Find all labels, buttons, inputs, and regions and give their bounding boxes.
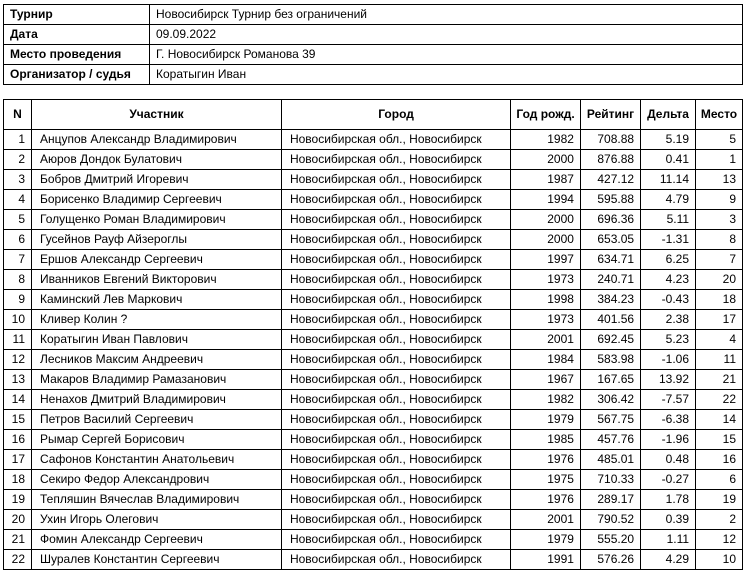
cell-rating: 696.36 xyxy=(580,210,640,230)
header-delta: Дельта xyxy=(641,100,696,130)
cell-delta: 11.14 xyxy=(641,170,696,190)
table-row xyxy=(4,250,743,270)
info-label: Место проведения xyxy=(4,45,150,65)
cell-birth-year: 1967 xyxy=(511,370,581,390)
cell-birth-year: 1976 xyxy=(511,490,581,510)
cell-delta: 4.29 xyxy=(641,550,696,570)
cell-place: 20 xyxy=(696,270,743,290)
cell-rating: 167.65 xyxy=(580,370,640,390)
header-n: N xyxy=(4,100,32,130)
cell-city: Новосибирская обл., Новосибирск xyxy=(281,350,510,370)
header-city: Город xyxy=(281,100,510,130)
table-row xyxy=(4,390,743,410)
info-value: 09.09.2022 xyxy=(150,25,743,45)
cell-rating: 485.01 xyxy=(580,450,640,470)
info-label: Организатор / судья xyxy=(4,65,150,85)
info-value: Г. Новосибирск Романова 39 xyxy=(150,45,743,65)
cell-place: 10 xyxy=(696,550,743,570)
cell-birth-year: 1973 xyxy=(511,310,581,330)
results-table xyxy=(3,99,743,570)
table-row xyxy=(4,210,743,230)
info-row xyxy=(4,65,743,85)
table-row xyxy=(4,410,743,430)
cell-participant: Голущенко Роман Владимирович xyxy=(32,210,282,230)
cell-n: 17 xyxy=(4,450,32,470)
cell-delta: 6.25 xyxy=(641,250,696,270)
cell-delta: -1.96 xyxy=(641,430,696,450)
cell-n: 10 xyxy=(4,310,32,330)
cell-delta: -1.31 xyxy=(641,230,696,250)
table-row xyxy=(4,510,743,530)
cell-participant: Кливер Колин ? xyxy=(32,310,282,330)
info-row xyxy=(4,45,743,65)
cell-city: Новосибирская обл., Новосибирск xyxy=(281,150,510,170)
cell-n: 3 xyxy=(4,170,32,190)
cell-birth-year: 1997 xyxy=(511,250,581,270)
cell-participant: Шуралев Константин Сергеевич xyxy=(32,550,282,570)
cell-delta: 1.11 xyxy=(641,530,696,550)
cell-city: Новосибирская обл., Новосибирск xyxy=(281,430,510,450)
cell-n: 14 xyxy=(4,390,32,410)
cell-place: 12 xyxy=(696,530,743,550)
table-row xyxy=(4,170,743,190)
table-row xyxy=(4,290,743,310)
header-place: Место xyxy=(696,100,743,130)
cell-delta: 13.92 xyxy=(641,370,696,390)
table-row xyxy=(4,230,743,250)
cell-place: 3 xyxy=(696,210,743,230)
cell-place: 7 xyxy=(696,250,743,270)
cell-n: 22 xyxy=(4,550,32,570)
table-row xyxy=(4,310,743,330)
cell-rating: 876.88 xyxy=(580,150,640,170)
cell-place: 19 xyxy=(696,490,743,510)
cell-participant: Ершов Александр Сергеевич xyxy=(32,250,282,270)
cell-n: 8 xyxy=(4,270,32,290)
cell-place: 16 xyxy=(696,450,743,470)
cell-delta: -1.06 xyxy=(641,350,696,370)
cell-delta: 0.48 xyxy=(641,450,696,470)
cell-birth-year: 2001 xyxy=(511,330,581,350)
cell-delta: -0.27 xyxy=(641,470,696,490)
cell-birth-year: 1994 xyxy=(511,190,581,210)
cell-birth-year: 1991 xyxy=(511,550,581,570)
cell-place: 17 xyxy=(696,310,743,330)
cell-birth-year: 1998 xyxy=(511,290,581,310)
cell-city: Новосибирская обл., Новосибирск xyxy=(281,130,510,150)
cell-city: Новосибирская обл., Новосибирск xyxy=(281,510,510,530)
cell-place: 21 xyxy=(696,370,743,390)
cell-delta: 1.78 xyxy=(641,490,696,510)
table-row xyxy=(4,270,743,290)
info-value: Новосибирск Турнир без ограничений xyxy=(150,5,743,25)
cell-rating: 595.88 xyxy=(580,190,640,210)
table-row xyxy=(4,150,743,170)
info-label: Турнир xyxy=(4,5,150,25)
cell-n: 20 xyxy=(4,510,32,530)
cell-rating: 457.76 xyxy=(580,430,640,450)
info-row xyxy=(4,5,743,25)
cell-rating: 567.75 xyxy=(580,410,640,430)
cell-n: 16 xyxy=(4,430,32,450)
cell-delta: 5.23 xyxy=(641,330,696,350)
cell-city: Новосибирская обл., Новосибирск xyxy=(281,230,510,250)
cell-participant: Фомин Александр Сергеевич xyxy=(32,530,282,550)
cell-delta: -6.38 xyxy=(641,410,696,430)
cell-city: Новосибирская обл., Новосибирск xyxy=(281,190,510,210)
cell-participant: Рымар Сергей Борисович xyxy=(32,430,282,450)
cell-rating: 289.17 xyxy=(580,490,640,510)
cell-place: 14 xyxy=(696,410,743,430)
cell-n: 15 xyxy=(4,410,32,430)
cell-city: Новосибирская обл., Новосибирск xyxy=(281,410,510,430)
cell-rating: 710.33 xyxy=(580,470,640,490)
results-body xyxy=(4,130,743,570)
cell-birth-year: 2001 xyxy=(511,510,581,530)
cell-birth-year: 2000 xyxy=(511,150,581,170)
cell-rating: 401.56 xyxy=(580,310,640,330)
cell-birth-year: 1979 xyxy=(511,530,581,550)
cell-n: 11 xyxy=(4,330,32,350)
cell-place: 8 xyxy=(696,230,743,250)
cell-delta: 4.79 xyxy=(641,190,696,210)
cell-participant: Каминский Лев Маркович xyxy=(32,290,282,310)
cell-participant: Сафонов Константин Анатольевич xyxy=(32,450,282,470)
table-row xyxy=(4,370,743,390)
cell-n: 6 xyxy=(4,230,32,250)
cell-city: Новосибирская обл., Новосибирск xyxy=(281,270,510,290)
cell-city: Новосибирская обл., Новосибирск xyxy=(281,330,510,350)
cell-city: Новосибирская обл., Новосибирск xyxy=(281,490,510,510)
cell-n: 9 xyxy=(4,290,32,310)
cell-place: 15 xyxy=(696,430,743,450)
cell-rating: 634.71 xyxy=(580,250,640,270)
cell-rating: 692.45 xyxy=(580,330,640,350)
cell-participant: Ненахов Дмитрий Владимирович xyxy=(32,390,282,410)
header-birth-year: Год рожд. xyxy=(511,100,581,130)
cell-city: Новосибирская обл., Новосибирск xyxy=(281,370,510,390)
tournament-info-body xyxy=(4,5,743,85)
results-header xyxy=(4,100,743,130)
cell-n: 7 xyxy=(4,250,32,270)
cell-delta: 2.38 xyxy=(641,310,696,330)
cell-birth-year: 1982 xyxy=(511,130,581,150)
table-row xyxy=(4,550,743,570)
cell-birth-year: 1975 xyxy=(511,470,581,490)
cell-participant: Анцупов Александр Владимирович xyxy=(32,130,282,150)
cell-participant: Бобров Дмитрий Игоревич xyxy=(32,170,282,190)
cell-participant: Макаров Владимир Рамазанович xyxy=(32,370,282,390)
cell-city: Новосибирская обл., Новосибирск xyxy=(281,390,510,410)
cell-city: Новосибирская обл., Новосибирск xyxy=(281,530,510,550)
cell-participant: Борисенко Владимир Сергеевич xyxy=(32,190,282,210)
cell-participant: Ухин Игорь Олегович xyxy=(32,510,282,530)
cell-rating: 427.12 xyxy=(580,170,640,190)
cell-n: 21 xyxy=(4,530,32,550)
cell-rating: 790.52 xyxy=(580,510,640,530)
cell-birth-year: 1984 xyxy=(511,350,581,370)
cell-place: 22 xyxy=(696,390,743,410)
cell-rating: 576.26 xyxy=(580,550,640,570)
info-value: Коратыгин Иван xyxy=(150,65,743,85)
cell-participant: Секиро Федор Александрович xyxy=(32,470,282,490)
table-row xyxy=(4,190,743,210)
cell-birth-year: 1987 xyxy=(511,170,581,190)
cell-birth-year: 1985 xyxy=(511,430,581,450)
cell-n: 13 xyxy=(4,370,32,390)
cell-participant: Коратыгин Иван Павлович xyxy=(32,330,282,350)
cell-place: 18 xyxy=(696,290,743,310)
cell-place: 6 xyxy=(696,470,743,490)
cell-city: Новосибирская обл., Новосибирск xyxy=(281,250,510,270)
header-row xyxy=(4,100,743,130)
cell-place: 1 xyxy=(696,150,743,170)
cell-birth-year: 2000 xyxy=(511,230,581,250)
cell-participant: Петров Василий Сергеевич xyxy=(32,410,282,430)
cell-delta: -0.43 xyxy=(641,290,696,310)
table-row xyxy=(4,430,743,450)
cell-n: 2 xyxy=(4,150,32,170)
cell-city: Новосибирская обл., Новосибирск xyxy=(281,290,510,310)
cell-rating: 708.88 xyxy=(580,130,640,150)
cell-place: 5 xyxy=(696,130,743,150)
info-row xyxy=(4,25,743,45)
table-row xyxy=(4,530,743,550)
cell-delta: 5.19 xyxy=(641,130,696,150)
cell-delta: 0.41 xyxy=(641,150,696,170)
table-row xyxy=(4,470,743,490)
cell-city: Новосибирская обл., Новосибирск xyxy=(281,210,510,230)
table-row xyxy=(4,350,743,370)
cell-delta: 4.23 xyxy=(641,270,696,290)
cell-rating: 653.05 xyxy=(580,230,640,250)
cell-birth-year: 1979 xyxy=(511,410,581,430)
cell-place: 4 xyxy=(696,330,743,350)
cell-city: Новосибирская обл., Новосибирск xyxy=(281,170,510,190)
cell-rating: 555.20 xyxy=(580,530,640,550)
cell-n: 4 xyxy=(4,190,32,210)
header-rating: Рейтинг xyxy=(580,100,640,130)
cell-participant: Иванников Евгений Викторович xyxy=(32,270,282,290)
cell-birth-year: 1973 xyxy=(511,270,581,290)
cell-delta: -7.57 xyxy=(641,390,696,410)
cell-n: 5 xyxy=(4,210,32,230)
cell-place: 11 xyxy=(696,350,743,370)
cell-delta: 0.39 xyxy=(641,510,696,530)
cell-n: 19 xyxy=(4,490,32,510)
cell-n: 18 xyxy=(4,470,32,490)
cell-delta: 5.11 xyxy=(641,210,696,230)
cell-rating: 240.71 xyxy=(580,270,640,290)
table-row xyxy=(4,130,743,150)
cell-rating: 384.23 xyxy=(580,290,640,310)
header-participant: Участник xyxy=(32,100,282,130)
tournament-info-table xyxy=(3,4,743,85)
cell-place: 13 xyxy=(696,170,743,190)
cell-participant: Аюров Дондок Булатович xyxy=(32,150,282,170)
cell-city: Новосибирская обл., Новосибирск xyxy=(281,310,510,330)
info-label: Дата xyxy=(4,25,150,45)
cell-city: Новосибирская обл., Новосибирск xyxy=(281,450,510,470)
cell-participant: Тепляшин Вячеслав Владимирович xyxy=(32,490,282,510)
cell-city: Новосибирская обл., Новосибирск xyxy=(281,550,510,570)
cell-birth-year: 1982 xyxy=(511,390,581,410)
cell-city: Новосибирская обл., Новосибирск xyxy=(281,470,510,490)
cell-participant: Гусейнов Рауф Айзероглы xyxy=(32,230,282,250)
table-row xyxy=(4,330,743,350)
cell-participant: Лесников Максим Андреевич xyxy=(32,350,282,370)
cell-rating: 306.42 xyxy=(580,390,640,410)
table-row xyxy=(4,490,743,510)
cell-place: 2 xyxy=(696,510,743,530)
cell-birth-year: 2000 xyxy=(511,210,581,230)
cell-place: 9 xyxy=(696,190,743,210)
table-row xyxy=(4,450,743,470)
cell-rating: 583.98 xyxy=(580,350,640,370)
cell-birth-year: 1976 xyxy=(511,450,581,470)
cell-n: 1 xyxy=(4,130,32,150)
cell-n: 12 xyxy=(4,350,32,370)
